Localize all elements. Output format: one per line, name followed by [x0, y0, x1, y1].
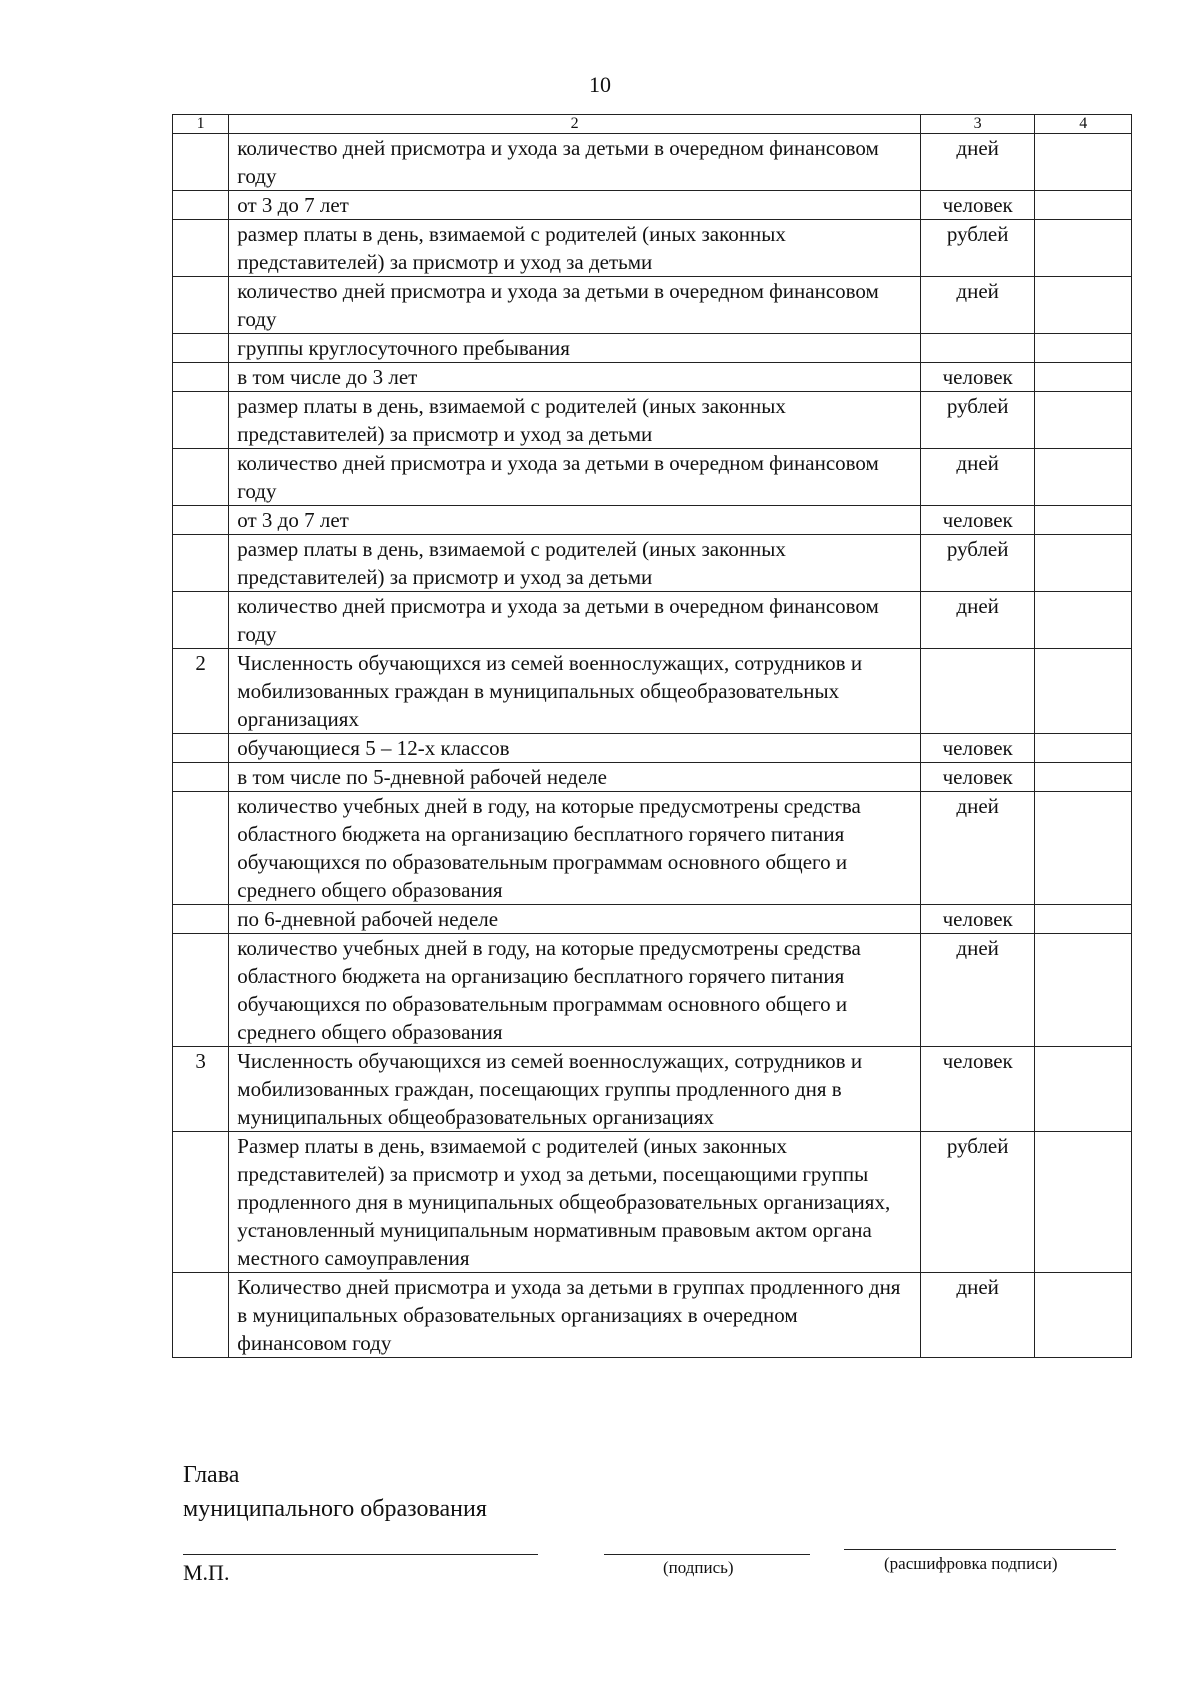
- row-indicator: количество учебных дней в году, на которые предусмотрены средства областного бюджета на организацию бесплатного горячего питания обучающихся по образовательным программам основного общего и среднего общего образования: [229, 792, 921, 905]
- row-unit: [920, 334, 1035, 363]
- row-indicator: от 3 до 7 лет: [229, 191, 921, 220]
- row-unit: дней: [920, 792, 1035, 905]
- row-value: [1035, 392, 1132, 449]
- row-number: [173, 363, 229, 392]
- table-row: [173, 449, 1132, 506]
- row-value: [1035, 905, 1132, 934]
- row-indicator: размер платы в день, взимаемой с родителей (иных законных представителей) за присмотр и уход за детьми: [229, 220, 921, 277]
- row-unit: дней: [920, 277, 1035, 334]
- row-unit: [920, 649, 1035, 734]
- row-indicator: обучающиеся 5 – 12-х классов: [229, 734, 921, 763]
- row-value: [1035, 1047, 1132, 1132]
- row-value: [1035, 1132, 1132, 1273]
- row-value: [1035, 734, 1132, 763]
- row-unit: рублей: [920, 535, 1035, 592]
- stamp-line: [183, 1554, 538, 1555]
- indicators-table: [172, 114, 1132, 1358]
- row-indicator: количество дней присмотра и ухода за детьми в очередном финансовом году: [229, 134, 921, 191]
- row-unit: дней: [920, 449, 1035, 506]
- row-unit: дней: [920, 592, 1035, 649]
- header-cell-2: 2: [229, 115, 921, 134]
- row-indicator: в том числе по 5-дневной рабочей неделе: [229, 763, 921, 792]
- row-value: [1035, 449, 1132, 506]
- row-indicator: количество учебных дней в году, на которые предусмотрены средства областного бюджета на организацию бесплатного горячего питания обучающихся по образовательным программам основного общего и среднего общего образования: [229, 934, 921, 1047]
- table-row: [173, 535, 1132, 592]
- row-number: [173, 334, 229, 363]
- row-unit: дней: [920, 934, 1035, 1047]
- table-row: [173, 191, 1132, 220]
- row-unit: человек: [920, 1047, 1035, 1132]
- table-row: [173, 763, 1132, 792]
- table-row: [173, 334, 1132, 363]
- table-row: [173, 592, 1132, 649]
- row-indicator: Численность обучающихся из семей военнослужащих, сотрудников и мобилизованных граждан в муниципальных общеобразовательных организациях: [229, 649, 921, 734]
- signature-decode-caption: (расшифровка подписи): [884, 1554, 1058, 1573]
- row-unit: человек: [920, 363, 1035, 392]
- page-number: 10: [589, 72, 611, 97]
- table-row: [173, 220, 1132, 277]
- row-indicator: Численность обучающихся из семей военнослужащих, сотрудников и мобилизованных граждан, посещающих группы продленного дня в муниципальных общеобразовательных организациях: [229, 1047, 921, 1132]
- row-unit: дней: [920, 134, 1035, 191]
- row-value: [1035, 934, 1132, 1047]
- row-number: [173, 1273, 229, 1358]
- row-number: [173, 535, 229, 592]
- row-number: [173, 734, 229, 763]
- table-header-row: [173, 115, 1132, 134]
- row-indicator: количество дней присмотра и ухода за детьми в очередном финансовом году: [229, 592, 921, 649]
- row-indicator: от 3 до 7 лет: [229, 506, 921, 535]
- signature-caption: (подпись): [663, 1558, 734, 1577]
- table-row: [173, 392, 1132, 449]
- table-row: [173, 1047, 1132, 1132]
- table-row: [173, 277, 1132, 334]
- row-indicator: по 6-дневной рабочей неделе: [229, 905, 921, 934]
- row-number: [173, 905, 229, 934]
- row-unit: дней: [920, 1273, 1035, 1358]
- row-unit: человек: [920, 905, 1035, 934]
- row-value: [1035, 277, 1132, 334]
- row-number: [173, 592, 229, 649]
- row-number: [173, 191, 229, 220]
- header-cell-4: 4: [1035, 115, 1132, 134]
- signature-title-line2: муниципального образования: [183, 1496, 487, 1522]
- row-unit: человек: [920, 734, 1035, 763]
- signature-title-line1: Глава: [183, 1462, 240, 1488]
- table-row: [173, 792, 1132, 905]
- row-value: [1035, 363, 1132, 392]
- table-row: [173, 934, 1132, 1047]
- row-number: [173, 1132, 229, 1273]
- row-value: [1035, 334, 1132, 363]
- table-row: [173, 649, 1132, 734]
- row-number: [173, 134, 229, 191]
- row-indicator: в том числе до 3 лет: [229, 363, 921, 392]
- row-number: [173, 277, 229, 334]
- signature-decode-line: [844, 1549, 1116, 1550]
- row-number: [173, 449, 229, 506]
- table-row: [173, 734, 1132, 763]
- table-row: [173, 1273, 1132, 1358]
- table-row: [173, 1132, 1132, 1273]
- row-indicator: Размер платы в день, взимаемой с родителей (иных законных представителей) за присмотр и уход за детьми, посещающими группы продленного дня в муниципальных общеобразовательных организациях, установленный муниципальным нормативным правовым актом органа местного самоуправления: [229, 1132, 921, 1273]
- row-indicator: размер платы в день, взимаемой с родителей (иных законных представителей) за присмотр и уход за детьми: [229, 535, 921, 592]
- table-row: [173, 134, 1132, 191]
- row-indicator: количество дней присмотра и ухода за детьми в очередном финансовом году: [229, 277, 921, 334]
- row-number: [173, 934, 229, 1047]
- row-value: [1035, 535, 1132, 592]
- row-unit: человек: [920, 506, 1035, 535]
- signature-title: [183, 1458, 487, 1526]
- row-number: [173, 792, 229, 905]
- row-number: 3: [173, 1047, 229, 1132]
- row-unit: рублей: [920, 1132, 1035, 1273]
- row-number: 2: [173, 649, 229, 734]
- row-value: [1035, 649, 1132, 734]
- table-row: [173, 506, 1132, 535]
- row-indicator: группы круглосуточного пребывания: [229, 334, 921, 363]
- row-number: [173, 506, 229, 535]
- row-unit: человек: [920, 763, 1035, 792]
- stamp-place-label: М.П.: [183, 1560, 230, 1585]
- table-row: [173, 363, 1132, 392]
- row-number: [173, 392, 229, 449]
- row-value: [1035, 592, 1132, 649]
- row-unit: рублей: [920, 220, 1035, 277]
- row-value: [1035, 220, 1132, 277]
- header-cell-3: 3: [920, 115, 1035, 134]
- row-value: [1035, 1273, 1132, 1358]
- row-value: [1035, 191, 1132, 220]
- row-value: [1035, 506, 1132, 535]
- row-indicator: Количество дней присмотра и ухода за детьми в группах продленного дня в муниципальных образовательных организациях в очередном финансовом году: [229, 1273, 921, 1358]
- row-indicator: размер платы в день, взимаемой с родителей (иных законных представителей) за присмотр и уход за детьми: [229, 392, 921, 449]
- row-unit: рублей: [920, 392, 1035, 449]
- row-number: [173, 763, 229, 792]
- row-number: [173, 220, 229, 277]
- row-value: [1035, 134, 1132, 191]
- row-value: [1035, 792, 1132, 905]
- signature-line: [604, 1554, 810, 1555]
- header-cell-1: 1: [173, 115, 229, 134]
- row-unit: человек: [920, 191, 1035, 220]
- row-value: [1035, 763, 1132, 792]
- table-row: [173, 905, 1132, 934]
- row-indicator: количество дней присмотра и ухода за детьми в очередном финансовом году: [229, 449, 921, 506]
